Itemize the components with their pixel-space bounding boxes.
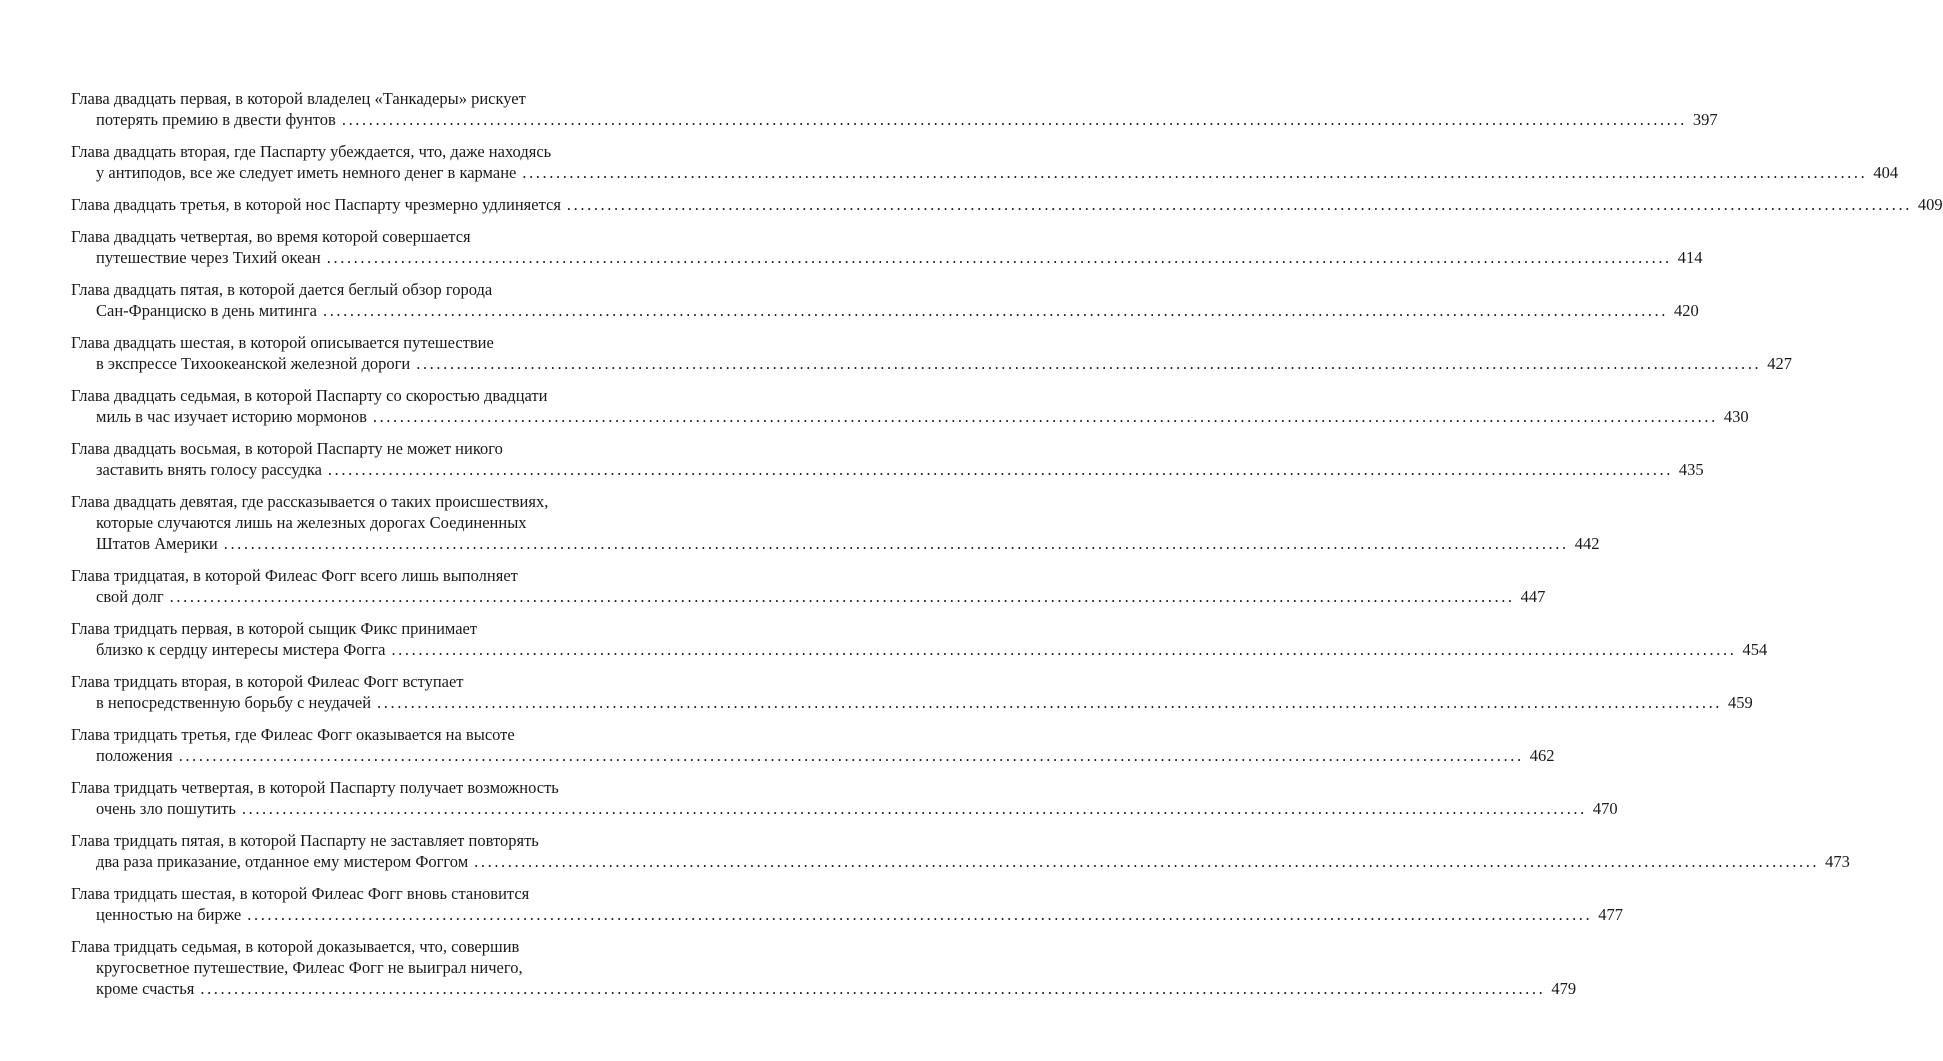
toc-entry <box>71 194 1943 215</box>
toc-entry <box>71 671 1753 713</box>
toc-line-text: Штатов Америки <box>96 534 218 553</box>
toc-entry <box>71 279 1699 321</box>
page-number: 442 <box>1574 534 1600 553</box>
dot-leader: ........................................................................................................................................................................................................ <box>341 110 1687 129</box>
toc-line <box>71 109 1718 130</box>
dot-leader: ........................................................................................................................................................................................................ <box>566 195 1912 214</box>
toc-entry <box>71 141 1899 183</box>
toc-line-text: у антиподов, все же следует иметь немного денег в кармане <box>96 163 517 182</box>
toc-entry <box>71 830 1850 872</box>
toc-entry <box>71 226 1703 268</box>
toc-line: Глава тридцать четвертая, в которой Паспарту получает возможность <box>71 778 559 797</box>
toc-line <box>71 353 1792 374</box>
toc-line-text: очень зло пошутить <box>96 799 236 818</box>
dot-leader: ........................................................................................................................................................................................................ <box>200 979 1546 998</box>
toc-line: Глава тридцать первая, в которой сыщик Фикс принимает <box>71 619 478 638</box>
page-number: 470 <box>1592 799 1618 818</box>
table-of-contents <box>71 88 1943 1010</box>
dot-leader: ........................................................................................................................................................................................................ <box>474 852 1820 871</box>
toc-line: Глава тридцать третья, где Филеас Фогг оказывается на высоте <box>71 725 515 744</box>
toc-line <box>71 745 1555 766</box>
page-number: 430 <box>1723 407 1749 426</box>
toc-line: Глава двадцать пятая, в которой дается беглый обзор города <box>71 280 493 299</box>
toc-entry <box>71 883 1623 925</box>
toc-line: Глава тридцать седьмая, в которой доказывается, что, совершив <box>71 937 520 956</box>
toc-line <box>71 639 1768 660</box>
toc-line-text: кроме счастья <box>96 979 195 998</box>
toc-line <box>71 692 1753 713</box>
toc-entry <box>71 385 1749 427</box>
page-number: 454 <box>1742 640 1768 659</box>
page-number: 427 <box>1767 354 1792 373</box>
toc-line-text: в экспрессе Тихоокеанской железной дороги <box>96 354 411 373</box>
dot-leader: ........................................................................................................................................................................................................ <box>169 587 1515 606</box>
toc-entry <box>71 332 1792 374</box>
toc-line-text: два раза приказание, отданное ему мистером Фоггом <box>96 852 469 871</box>
toc-line-text: Глава двадцать третья, в которой нос Паспарту чрезмерно удлиняется <box>71 195 561 214</box>
page-number: 477 <box>1598 905 1623 924</box>
toc-line <box>71 406 1749 427</box>
toc-line: Глава тридцать пятая, в которой Паспарту не заставляет повторять <box>71 831 539 850</box>
toc-line: Глава двадцать вторая, где Паспарту убеждается, что, даже находясь <box>71 142 552 161</box>
toc-line: Глава тридцать вторая, в которой Филеас Фогг вступает <box>71 672 464 691</box>
toc-line <box>71 586 1546 607</box>
toc-line <box>71 798 1618 819</box>
page-number: 420 <box>1673 301 1699 320</box>
toc-line <box>71 194 1943 215</box>
dot-leader: ........................................................................................................................................................................................................ <box>178 746 1524 765</box>
toc-line <box>71 300 1699 321</box>
toc-line-text: потерять премию в двести фунтов <box>96 110 336 129</box>
page-number: 435 <box>1678 460 1704 479</box>
toc-line <box>71 533 1600 554</box>
toc-entry <box>71 724 1555 766</box>
toc-line: Глава двадцать восьмая, в которой Паспарту не может никого <box>71 439 503 458</box>
toc-entry <box>71 491 1600 554</box>
dot-leader: ........................................................................................................................................................................................................ <box>372 407 1718 426</box>
dot-leader: ........................................................................................................................................................................................................ <box>416 354 1762 373</box>
toc-entry <box>71 936 1577 999</box>
toc-line: Глава тридцать шестая, в которой Филеас Фогг вновь становится <box>71 884 530 903</box>
page-number: 409 <box>1917 195 1943 214</box>
toc-line-text: ценностью на бирже <box>96 905 242 924</box>
toc-line-text: свой долг <box>96 587 164 606</box>
toc-entry <box>71 777 1618 819</box>
toc-entry <box>71 618 1768 660</box>
dot-leader: ........................................................................................................................................................................................................ <box>391 640 1737 659</box>
toc-entry <box>71 88 1718 130</box>
toc-line-text: миль в час изучает историю мормонов <box>96 407 367 426</box>
page-number: 414 <box>1677 248 1703 267</box>
dot-leader: ........................................................................................................................................................................................................ <box>377 693 1723 712</box>
toc-line <box>71 904 1623 925</box>
dot-leader: ........................................................................................................................................................................................................ <box>327 460 1673 479</box>
toc-line <box>71 459 1704 480</box>
dot-leader: ........................................................................................................................................................................................................ <box>223 534 1569 553</box>
toc-line <box>71 247 1703 268</box>
toc-line: Глава двадцать четвертая, во время которой совершается <box>71 227 471 246</box>
dot-leader: ........................................................................................................................................................................................................ <box>522 163 1868 182</box>
page-number: 404 <box>1873 163 1899 182</box>
toc-line: кругосветное путешествие, Филеас Фогг не выиграл ничего, <box>96 958 523 977</box>
dot-leader: ........................................................................................................................................................................................................ <box>241 799 1587 818</box>
toc-line-text: Сан-Франциско в день митинга <box>96 301 317 320</box>
toc-line: Глава двадцать седьмая, в которой Паспарту со скоростью двадцати <box>71 386 548 405</box>
dot-leader: ........................................................................................................................................................................................................ <box>247 905 1593 924</box>
page-number: 397 <box>1692 110 1718 129</box>
toc-line: Глава двадцать первая, в которой владелец «Танкадеры» рискует <box>71 89 526 108</box>
page-number: 473 <box>1825 852 1850 871</box>
toc-line: Глава двадцать девятая, где рассказывается о таких происшествиях, <box>71 492 549 511</box>
toc-line: Глава двадцать шестая, в которой описывается путешествие <box>71 333 494 352</box>
page-number: 459 <box>1728 693 1753 712</box>
toc-line-text: путешествие через Тихий океан <box>96 248 321 267</box>
dot-leader: ........................................................................................................................................................................................................ <box>322 301 1668 320</box>
toc-line-text: близко к сердцу интересы мистера Фогга <box>96 640 386 659</box>
toc-entry <box>71 438 1704 480</box>
page-number: 462 <box>1529 746 1555 765</box>
page-number: 479 <box>1551 979 1577 998</box>
toc-line <box>71 978 1577 999</box>
toc-line: Глава тридцатая, в которой Филеас Фогг всего лишь выполняет <box>71 566 518 585</box>
page-number: 447 <box>1520 587 1546 606</box>
dot-leader: ........................................................................................................................................................................................................ <box>326 248 1672 267</box>
toc-entry <box>71 565 1546 607</box>
toc-line <box>71 851 1850 872</box>
toc-line-text: в непосредственную борьбу с неудачей <box>96 693 372 712</box>
toc-line-text: заставить внять голосу рассудка <box>96 460 322 479</box>
toc-line-text: положения <box>96 746 173 765</box>
toc-line <box>71 162 1899 183</box>
toc-line: которые случаются лишь на железных дорогах Соединенных <box>96 513 527 532</box>
